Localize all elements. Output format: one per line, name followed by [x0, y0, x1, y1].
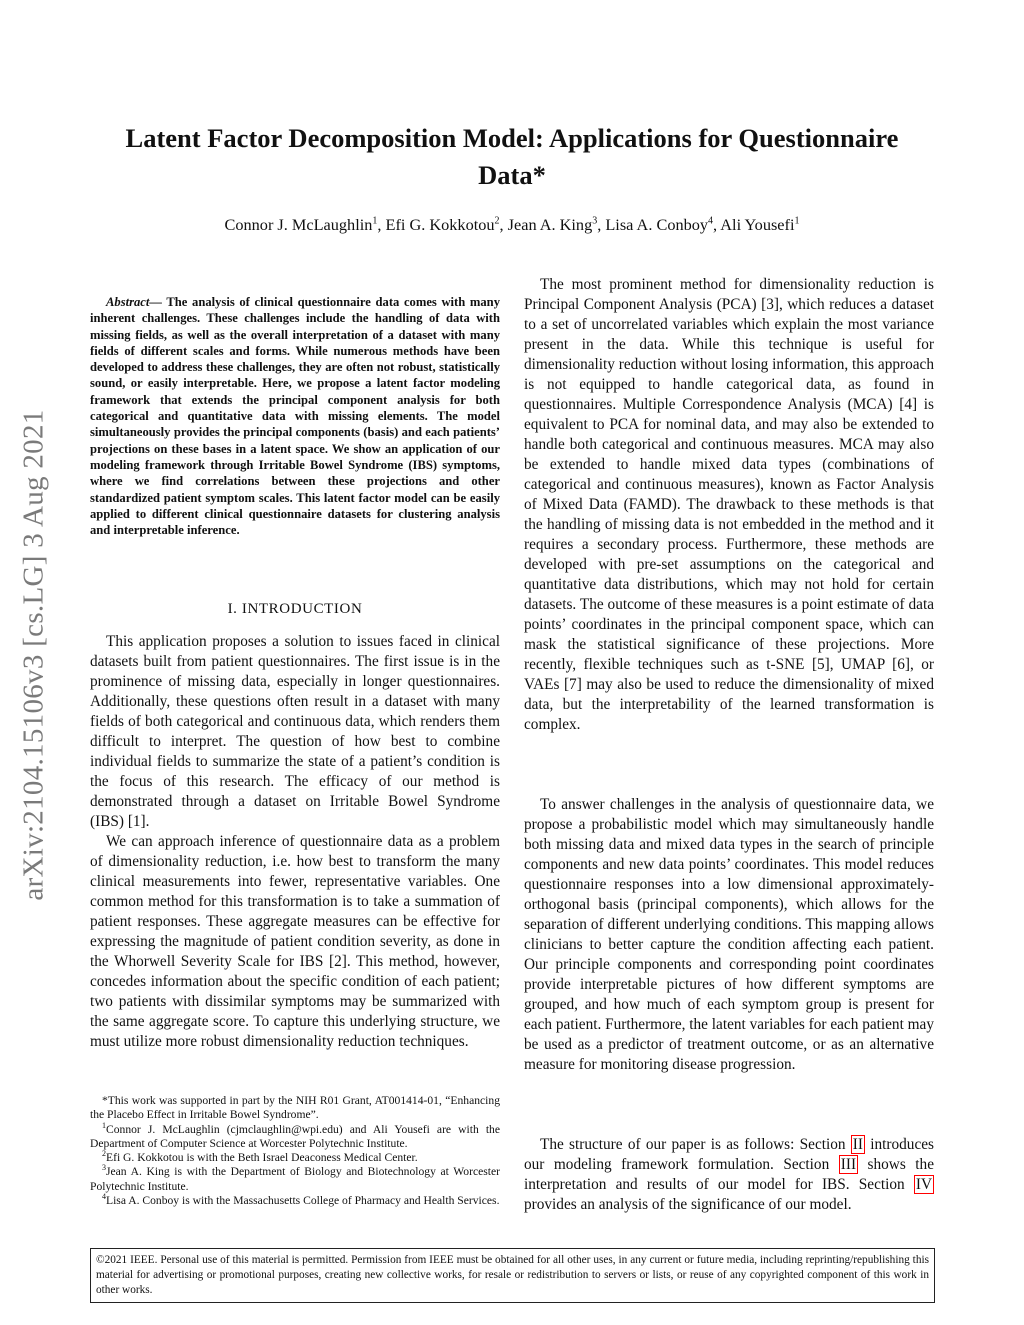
paragraph: We can approach inference of questionnaire data as a problem of dimensionality reduction, i.e. how best to transform the many clinical measurements into fewer, representative variables. One common method for this transformation is to take a summation of patient responses. These aggregate measures can be effective for expressing the magnitude of patient condition severity, as done in the Whorwell Severity Scale for IBS [2]. This method, however, concedes information about the specific condition of each patient; two patients with dissimilar symptoms may be summarized with the same aggregate score. To capture this underlying structure, we must utilize more robust dimensionality reduction techniques. — [90, 833, 500, 1050]
left-column — [90, 294, 500, 538]
author-name: Lisa A. Conboy — [605, 215, 709, 234]
footnote: $^4$Lisa A. Conboy is with the Massachusetts College of Pharmacy and Health Services. — [102, 1192, 500, 1208]
introduction-heading-wrap — [90, 601, 500, 618]
author-name: Efi G. Kokkotou — [385, 215, 495, 234]
footnote: $^2$Efi G. Kokkotou is with the Beth Israel Deaconess Medical Center. — [102, 1149, 418, 1165]
arxiv-id: arXiv:2104.15106v3 [cs.LG] 3 Aug 2021 — [17, 409, 50, 901]
paragraph: This application proposes a solution to issues faced in clinical datasets built from patient questionnaires. The first issue is in the prominence of missing data, especially in longer questionnaires. Additionally, these questions often result in a dataset with many fields of both categorical and continuous data, which renders them difficult to interpret. The question of how best to combine individual fields to summarize the state of a patient’s condition is the focus of this research. The efficacy of our method is demonstrated through a dataset on Irritable Bowel Syndrome (IBS) [1]. — [90, 633, 500, 830]
section-link[interactable]: III — [840, 1156, 857, 1173]
abstract-label: Abstract— — [106, 295, 162, 309]
right-column-middle — [524, 795, 934, 1075]
right-column-top — [524, 275, 934, 735]
section-link[interactable]: IV — [915, 1176, 932, 1193]
footnote: *This work was supported in part by the NIH R01 Grant, AT001414-01, “Enhancing the Placebo Effect in Irritable Bowel Syndrome”. — [90, 1094, 500, 1122]
abstract — [90, 294, 500, 538]
footnote: $^3$Jean A. King is with the Department of Biology and Biotechnology at Worcester Polytechnic Institute. — [90, 1163, 500, 1193]
author-affiliation-mark: 1 — [794, 215, 800, 227]
section-link[interactable]: II — [852, 1136, 863, 1153]
paragraph: The structure of our paper is as follows: Section II introduces our modeling framework formulation. Section III shows the interpretation and results of our model for IBS. Section IV provides an analysis of the significance of our model. — [524, 1136, 934, 1213]
right-column-bottom — [524, 1135, 934, 1215]
paper-title: Latent Factor Decomposition Model: Applications for Questionnaire Data* — [125, 123, 899, 190]
paragraph: The most prominent method for dimensionality reduction is Principal Component Analysis (PCA) [3], which reduces a dataset to a set of uncorrelated variables which explain the most variance present in the data. While this technique is useful for dimensionality reduction without losing information, this approach is not equipped to handle categorical data, as found in questionnaires. Multiple Correspondence Analysis (MCA) [4] is equivalent to PCA for nominal data, and may also be extended to handle both categorical and continuous measures. MCA may also be extended to handle mixed data types (combinations of categorical and continuous measures), known as Factor Analysis of Mixed Data (FAMD). The drawback to these methods is that the handling of missing data is not embedded in the method and it requires a secondary process. Furthermore, these methods are developed with pre-set assumptions on the categorical and quantitative data distributions, which may not hold for certain datasets. The outcome of these measures is a point estimate of data points’ coordinates in the principal component space, which can mask the statistical significance of these projections. More recently, flexible techniques such as t-SNE [5], UMAP [6], or VAEs [7] may also be used to reduce the dimensionality of mixed data, but the interpretability of the learned transformation is complex. — [524, 276, 934, 733]
section-heading: I. INTRODUCTION — [227, 601, 363, 617]
author-affiliation-mark: 3 — [592, 215, 598, 227]
introduction-body — [90, 632, 500, 1052]
arxiv-sidebar-stamp — [14, 355, 54, 955]
author-name: Ali Yousefi — [720, 215, 795, 234]
abstract-text: The analysis of clinical questionnaire data comes with many inherent challenges. These challenges include the handling of data with missing fields, as well as the overall interpretation of a dataset with many fields of different scales and forms. While numerous methods have been developed to address these challenges, they are often not robust, statistically sound, or easily interpretable. Here, we propose a latent factor modeling framework that extends the principal component analysis for both categorical and quantitative data with missing elements. The model simultaneously provides the principal components (basis) and each patients’ projections on these bases in a latent space. We show an application of our modeling framework through Irritable Bowel Syndrome (IBS) symptoms, where we find correlations between these projections and other standardized patient symptom scales. This latent factor model can be easily applied to different clinical questionnaire datasets for clustering analysis and interpretable inference. — [90, 295, 500, 538]
paragraph: To answer challenges in the analysis of questionnaire data, we propose a probabilistic model which may simultaneously handle both missing data and mixed data types in the search of principle components and new data points’ coordinates. This model reduces questionnaire responses into a low dimensional approximately-orthogonal basis (principal components), which allows for the separation of different underlying conditions. This mapping allows clinicians to better capture the condition affecting each patient. Our principle components and corresponding point coordinates provide interpretable pictures of how different symptoms are grouped, and how much of each symptom group is present for each patient. Furthermore, the latent variables for each patient may be used as a predictor of treatment outcome, or as an alternative measure for monitoring disease progression. — [524, 796, 934, 1073]
author-affiliation-mark: 2 — [494, 215, 500, 227]
author-name: Jean A. King — [507, 215, 593, 234]
footnote: $^1$Connor J. McLaughlin (cjmclaughlin@wpi.edu) and Ali Yousefi are with the Department of Computer Science at Worcester Polytechnic Institute. — [90, 1120, 500, 1150]
footnotes — [90, 1094, 500, 1208]
copyright-notice: ©2021 IEEE. Personal use of this material is permitted. Permission from IEEE must be obtained for all other uses, in any current or future media, including reprinting/republishing this material for advertising or promotional purposes, creating new collective works, for resale or redistribution to servers or lists, or reuse of any copyrighted component of this work in other works. — [90, 1248, 935, 1303]
author-name: Connor J. McLaughlin — [224, 215, 373, 234]
author-affiliation-mark: 4 — [708, 215, 714, 227]
author-list: Connor J. McLaughlin$^1$, Efi G. Kokkotou$^2$, Jean A. King$^3$, Lisa A. Conboy$^4$, Ali Yousefi$^1$ — [224, 215, 800, 234]
author-affiliation-mark: 1 — [372, 215, 378, 227]
